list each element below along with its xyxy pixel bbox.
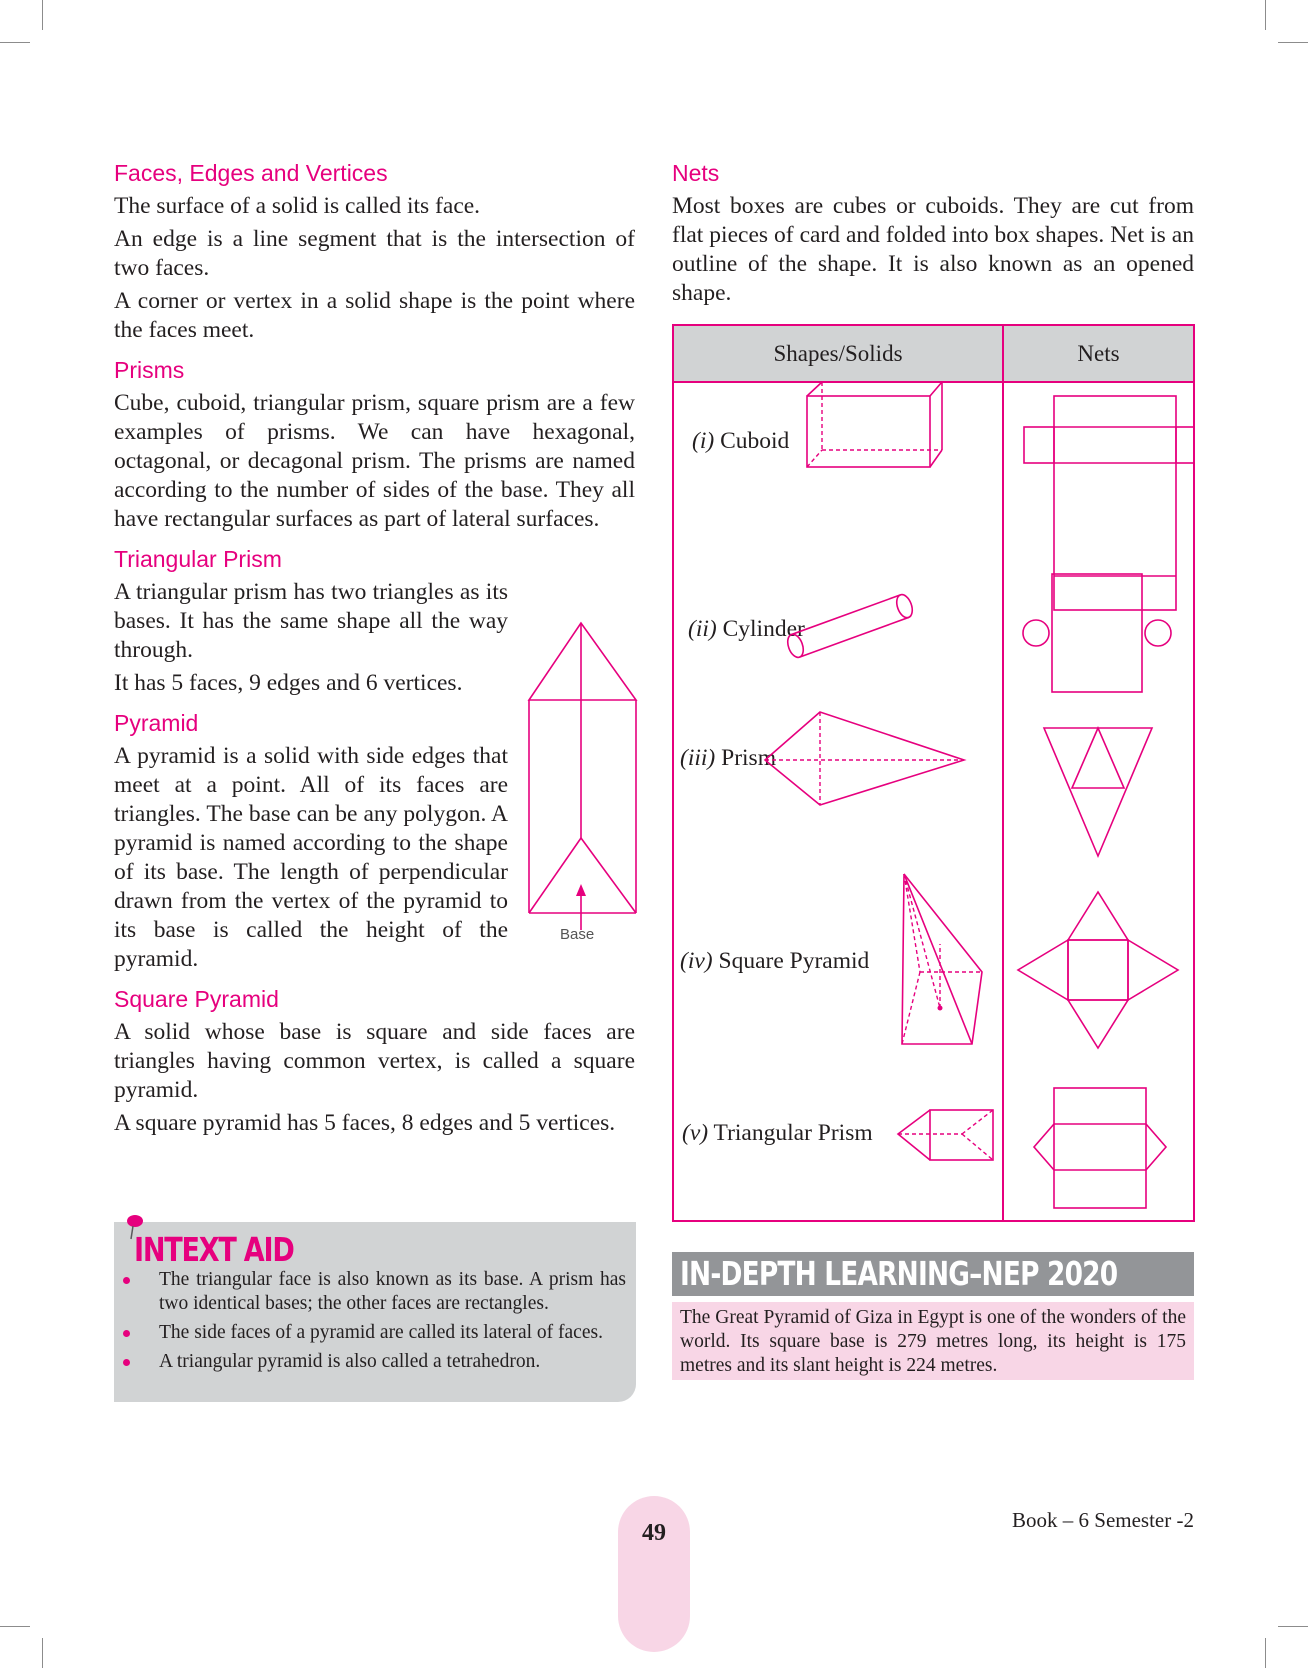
heading-prisms: Prisms [114, 357, 185, 383]
triangular-prism-solid [898, 1110, 993, 1160]
row-name: Triangular Prism [713, 1120, 873, 1146]
list-item: The triangular face is also known as its base. A prism has two identical bases; the other faces are rectangles. [114, 1268, 626, 1316]
crop-mark [1278, 42, 1308, 43]
paragraph: An edge is a line segment that is the intersection of two faces. [114, 226, 635, 281]
paragraph: Cube, cuboid, triangular prism, square prism are a few examples of prisms. We can have hexagonal, octagonal, or decagonal prism. The prisms are named according to the number of sides of the base. They all have rectangular surfaces as part of lateral surfaces. [114, 390, 635, 532]
list-item: The side faces of a pyramid are called its lateral of faces. [114, 1321, 626, 1345]
crop-mark [42, 1638, 43, 1668]
cuboid-net [1024, 396, 1195, 610]
section-prisms [114, 355, 635, 534]
heading-square-pyramid: Square Pyramid [114, 986, 279, 1012]
column-header-nets: Nets [1003, 325, 1194, 382]
section-square-pyramid [114, 984, 635, 1138]
nep-body-box [672, 1302, 1194, 1380]
paragraph: A triangular prism has two triangles as its bases. It has the same shape all the way through. [114, 579, 508, 663]
crop-mark [0, 42, 30, 43]
row-number: (iv) [680, 948, 713, 974]
row-name: Prism [721, 745, 776, 771]
prism-net [1044, 728, 1152, 856]
intext-aid-list [114, 1268, 626, 1379]
cylinder-solid [785, 592, 915, 659]
paragraph: Most boxes are cubes or cuboids. They are cut from flat pieces of card and folded into box shapes. Net is an outline of the shape. It is also known as an opened shape. [672, 193, 1194, 306]
paragraph: A solid whose base is square and side faces are triangles having common vertex, is called a square pyramid. [114, 1019, 635, 1103]
row-number: (ii) [688, 616, 717, 642]
cylinder-net [1023, 574, 1171, 692]
list-item: A triangular pyramid is also called a tetrahedron. [114, 1350, 626, 1374]
paragraph: It has 5 faces, 9 edges and 6 vertices. [114, 670, 463, 696]
nep-paragraph: The Great Pyramid of Giza in Egypt is one of the wonders of the world. Its square base is 279 metres long, its height is 175 metres and its slant height is 224 metres. [680, 1307, 1186, 1376]
crop-mark [1278, 1626, 1308, 1627]
intext-aid-box [114, 1222, 636, 1402]
column-header-shapes: Shapes/Solids [673, 325, 1003, 382]
triangular-prism-net [1034, 1088, 1166, 1208]
heading-nets: Nets [672, 160, 720, 186]
row-name: Square Pyramid [718, 948, 870, 974]
paragraph: A corner or vertex in a solid shape is the point where the faces meet. [114, 288, 635, 343]
right-column [672, 158, 1194, 312]
crop-mark [1265, 0, 1266, 30]
row-name: Cuboid [720, 428, 790, 454]
heading-faces-edges-vertices: Faces, Edges and Vertices [114, 160, 388, 186]
crop-mark [42, 0, 43, 30]
book-semester-label: Book – 6 Semester -2 [1012, 1508, 1194, 1532]
page-number: 49 [642, 1520, 666, 1546]
section-faces [114, 158, 635, 345]
prism-solid [765, 712, 964, 805]
paragraph: A square pyramid has 5 faces, 8 edges and 5 vertices. [114, 1110, 616, 1136]
crop-mark [0, 1626, 30, 1627]
intext-aid-title: INTEXT AID [134, 1230, 294, 1269]
square-pyramid-net [1018, 892, 1178, 1048]
triangular-prism-figure [520, 618, 650, 948]
row-number: (iii) [680, 745, 716, 771]
paragraph: The surface of a solid is called its face. [114, 193, 481, 219]
row-number: (v) [682, 1120, 709, 1146]
cuboid-solid [807, 382, 942, 467]
heading-pyramid: Pyramid [114, 710, 199, 736]
nep-title: IN-DEPTH LEARNING–NEP 2020 [680, 1254, 1118, 1293]
paragraph: A pyramid is a solid with side edges that meet at a point. All of its faces are triangles. The base can be any polygon. A pyramid is named according to the shape of its base. The length of perpendicular drawn from the vertex of the pyramid to its base is called the height of the pyramid. [114, 743, 508, 972]
row-number: (i) [692, 428, 715, 454]
square-pyramid-solid [902, 874, 982, 1044]
crop-mark [1265, 1638, 1266, 1668]
table-figures [672, 324, 1195, 1222]
row-name: Cylinder [722, 616, 805, 642]
nep-heading-bar [672, 1252, 1194, 1296]
heading-triangular-prism: Triangular Prism [114, 546, 282, 572]
base-label: Base [560, 926, 595, 943]
